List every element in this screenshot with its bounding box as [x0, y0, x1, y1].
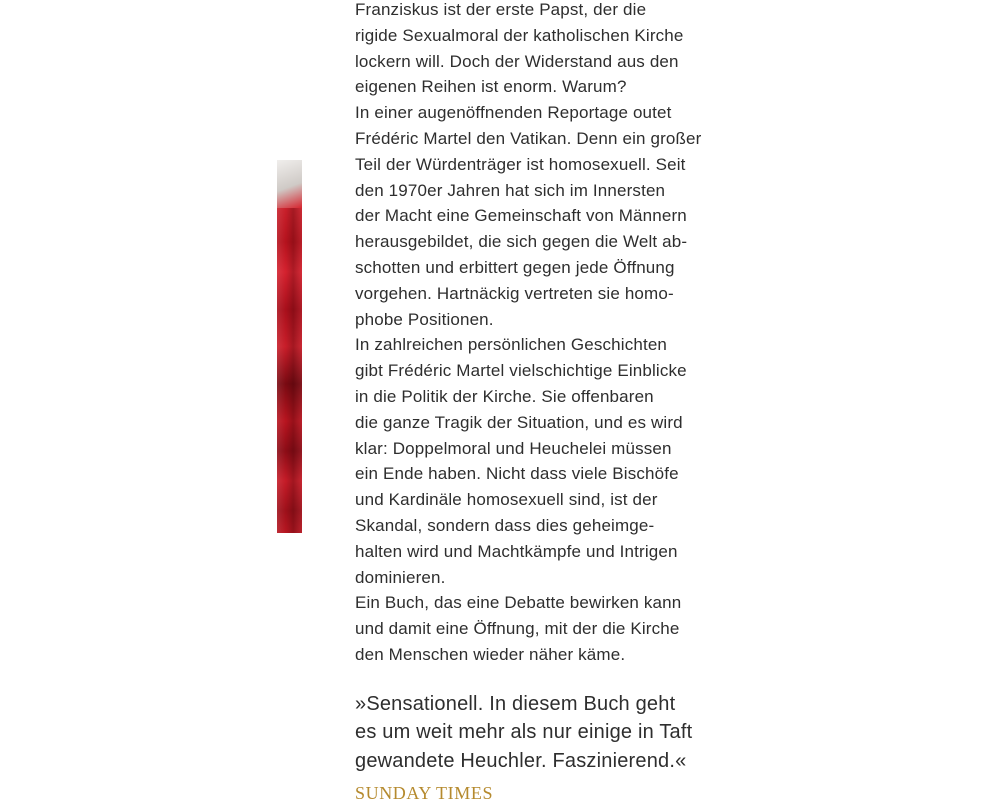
blurb-line: in die Politik der Kirche. Sie offenbaren	[355, 386, 654, 406]
blurb-line: gibt Frédéric Martel vielschichtige Einblicke	[355, 361, 687, 381]
quote-line: es um weit mehr als nur einige in Taft	[355, 721, 693, 744]
quote-source: SUNDAY TIMES	[355, 783, 494, 804]
blurb-line: und damit eine Öffnung, mit der die Kirche	[355, 619, 680, 639]
blurb-line: ein Ende haben. Nicht dass viele Bischöfe	[355, 464, 679, 484]
cover-photo-strip	[277, 160, 302, 533]
blurb-line: In einer augenöffnenden Reportage outet	[355, 103, 672, 123]
blurb-line: den 1970er Jahren hat sich im Innersten	[355, 180, 666, 200]
blurb-line: die ganze Tragik der Situation, und es wird	[355, 412, 683, 432]
blurb-line: und Kardinäle homosexuell sind, ist der	[355, 490, 658, 510]
blurb-line: herausgebildet, die sich gegen die Welt ab-	[355, 232, 688, 252]
blurb-paragraph	[355, 0, 725, 668]
blurb-line: Teil der Würdenträger ist homosexuell. Seit	[355, 154, 686, 174]
blurb-line: Skandal, sondern dass dies geheimge-	[355, 515, 655, 535]
blurb-line: den Menschen wieder näher käme.	[355, 644, 626, 664]
blurb-line: Franziskus ist der erste Papst, der die	[355, 0, 647, 19]
blurb-line: vorgehen. Hartnäckig vertreten sie homo-	[355, 283, 674, 303]
blurb-line: der Macht eine Gemeinschaft von Männern	[355, 206, 687, 226]
blurb-line: halten wird und Machtkämpfe und Intrigen	[355, 541, 678, 561]
blurb-line: schotten und erbittert gegen jede Öffnung	[355, 257, 675, 277]
blurb-line: dominieren.	[355, 567, 446, 587]
blurb-line: eigenen Reihen ist enorm. Warum?	[355, 77, 627, 97]
blurb-line: Frédéric Martel den Vatikan. Denn ein großer	[355, 128, 702, 148]
press-quote	[355, 690, 725, 808]
blurb-line: In zahlreichen persönlichen Geschichten	[355, 335, 668, 355]
blurb-line: phobe Positionen.	[355, 309, 494, 329]
blurb-line: Ein Buch, das eine Debatte bewirken kann	[355, 593, 682, 613]
blurb-line: rigide Sexualmoral der katholischen Kirche	[355, 25, 684, 45]
blurb-line: klar: Doppelmoral und Heuchelei müssen	[355, 438, 672, 458]
blurb-line: lockern will. Doch der Widerstand aus den	[355, 51, 679, 71]
back-cover-text	[355, 0, 725, 808]
quote-line: »Sensationell. In diesem Buch geht	[355, 692, 676, 715]
quote-line: gewandete Heuchler. Faszinierend.«	[355, 749, 687, 772]
